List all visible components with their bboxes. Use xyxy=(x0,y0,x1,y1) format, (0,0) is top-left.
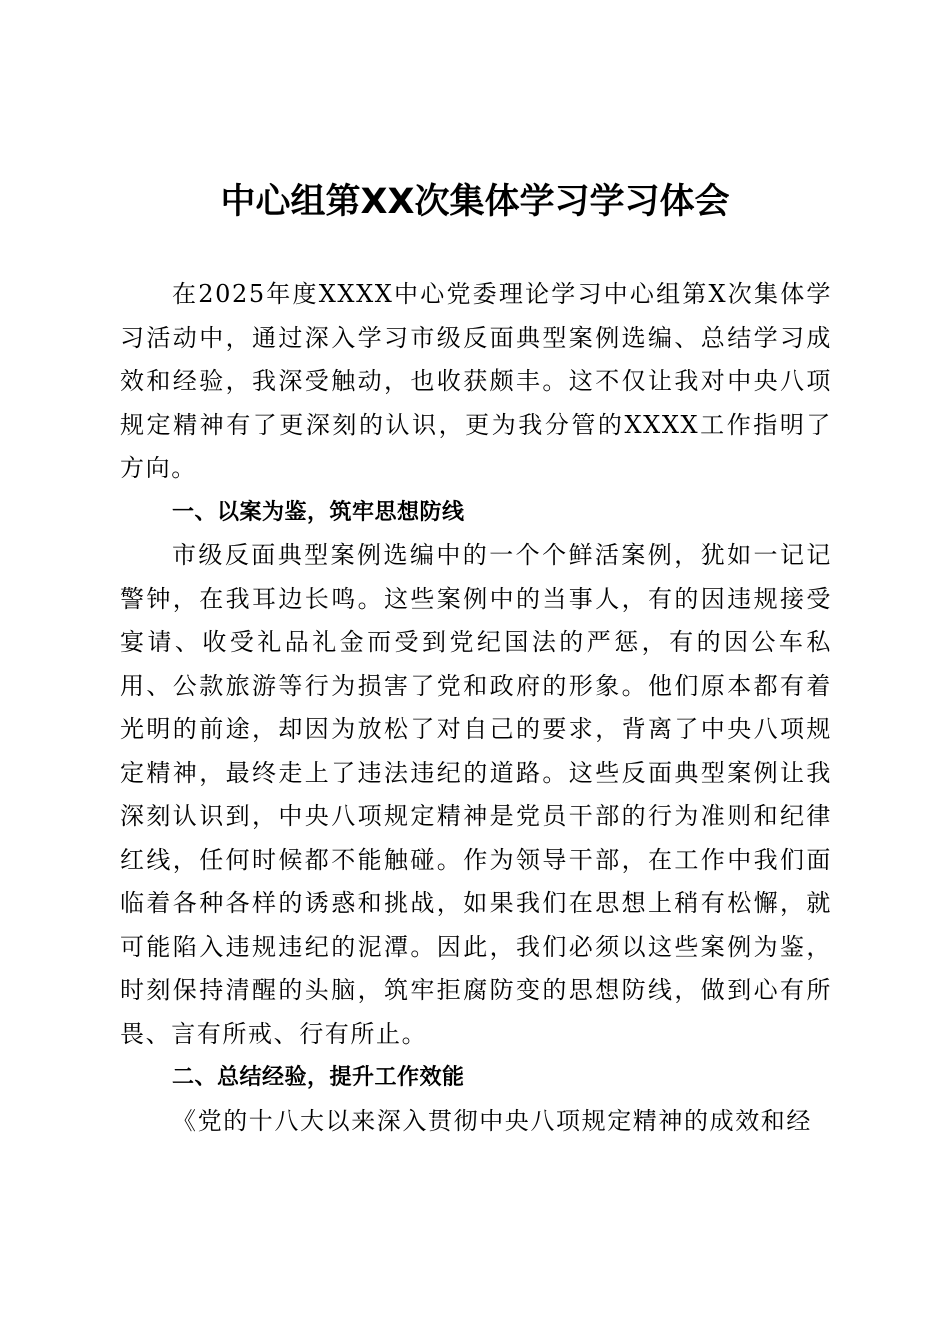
document-body xyxy=(120,273,832,1143)
section-2-paragraph: 《党的十八大以来深入贯彻中央八项规定精神的成效和经 xyxy=(172,1106,812,1135)
section-1-paragraph: 市级反面典型案例选编中的一个个鲜活案例，犹如一记记警钟，在我耳边长鸣。这些案例中的当事人，有的因违规接受宴请、收受礼品礼金而受到党纪国法的严惩，有的因公车私用、公款旅游等行为损害了党和政府的形象。他们原本都有着光明的前途，却因为放松了对自己的要求，背离了中央八项规定精神，最终走上了违法违纪的道路。这些反面典型案例让我深刻认识到，中央八项规定精神是党员干部的行为准则和纪律红线，任何时候都不能触碰。作为领导干部，在工作中我们面临着各种各样的诱惑和挑战，如果我们在思想上稍有松懈，就可能陷入违规违纪的泥潭。因此，我们必须以这些案例为鉴，时刻保持清醒的头脑，筑牢拒腐防变的思想防线，做到心有所畏、言有所戒、行有所止。 xyxy=(120,541,832,1048)
section-heading-2: 二、总结经验，提升工作效能 xyxy=(172,1065,465,1090)
document-title: 中心组第XX次集体学习学习体会 xyxy=(220,182,730,222)
section-heading-1: 一、以案为鉴，筑牢思想防线 xyxy=(172,499,465,525)
intro-paragraph: 在2025年度XXXX中心党委理论学习中心组第X次集体学习活动中，通过深入学习市级反面典型案例选编、总结学习成效和经验，我深受触动，也收获颇丰。这不仅让我对中央八项规定精神有了更深刻的认识，更为我分管的XXXX工作指明了方向。 xyxy=(120,280,832,482)
